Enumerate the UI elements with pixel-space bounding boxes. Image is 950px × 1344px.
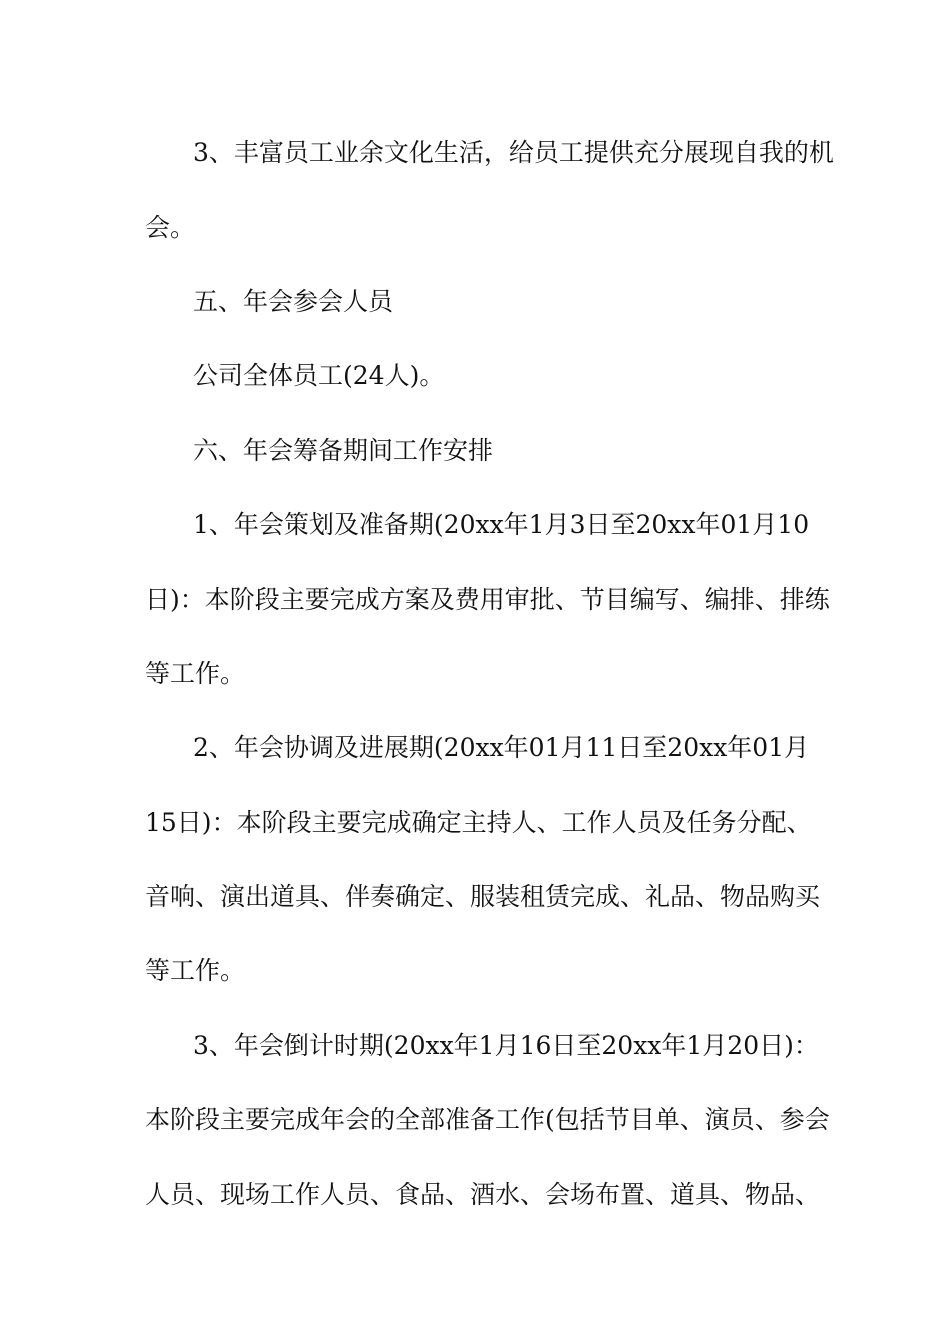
- paragraph-line: 本阶段主要完成年会的全部准备工作(包括节目单、演员、参会: [145, 1105, 830, 1134]
- section-heading: 六、年会筹备期间工作安排: [193, 436, 494, 465]
- paragraph-line: 1、年会策划及准备期(20xx年1月3日至20xx年01月10: [193, 510, 810, 539]
- paragraph-line: 会。: [145, 213, 196, 242]
- section-heading: 五、年会参会人员: [193, 287, 394, 316]
- paragraph-line: 15日)：本阶段主要完成确定主持人、工作人员及任务分配、: [145, 808, 812, 837]
- paragraph-line: 3、年会倒计时期(20xx年1月16日至20xx年1月20日)：: [193, 1031, 819, 1060]
- paragraph-line: 3、丰富员工业余文化生活，给员工提供充分展现自我的机: [193, 138, 834, 167]
- paragraph-line: 2、年会协调及进展期(20xx年01月11日至20xx年01月: [193, 733, 810, 762]
- paragraph-line: 日)：本阶段主要完成方案及费用审批、节目编写、编排、排练: [145, 585, 830, 614]
- paragraph-line: 等工作。: [145, 659, 246, 688]
- paragraph-line: 等工作。: [145, 956, 246, 985]
- paragraph-line: 人员、现场工作人员、食品、酒水、会场布置、道具、物品、: [145, 1180, 821, 1209]
- paragraph-line: 公司全体员工(24人)。: [193, 361, 445, 390]
- paragraph-line: 音响、演出道具、伴奏确定、服装租赁完成、礼品、物品购买: [145, 882, 821, 911]
